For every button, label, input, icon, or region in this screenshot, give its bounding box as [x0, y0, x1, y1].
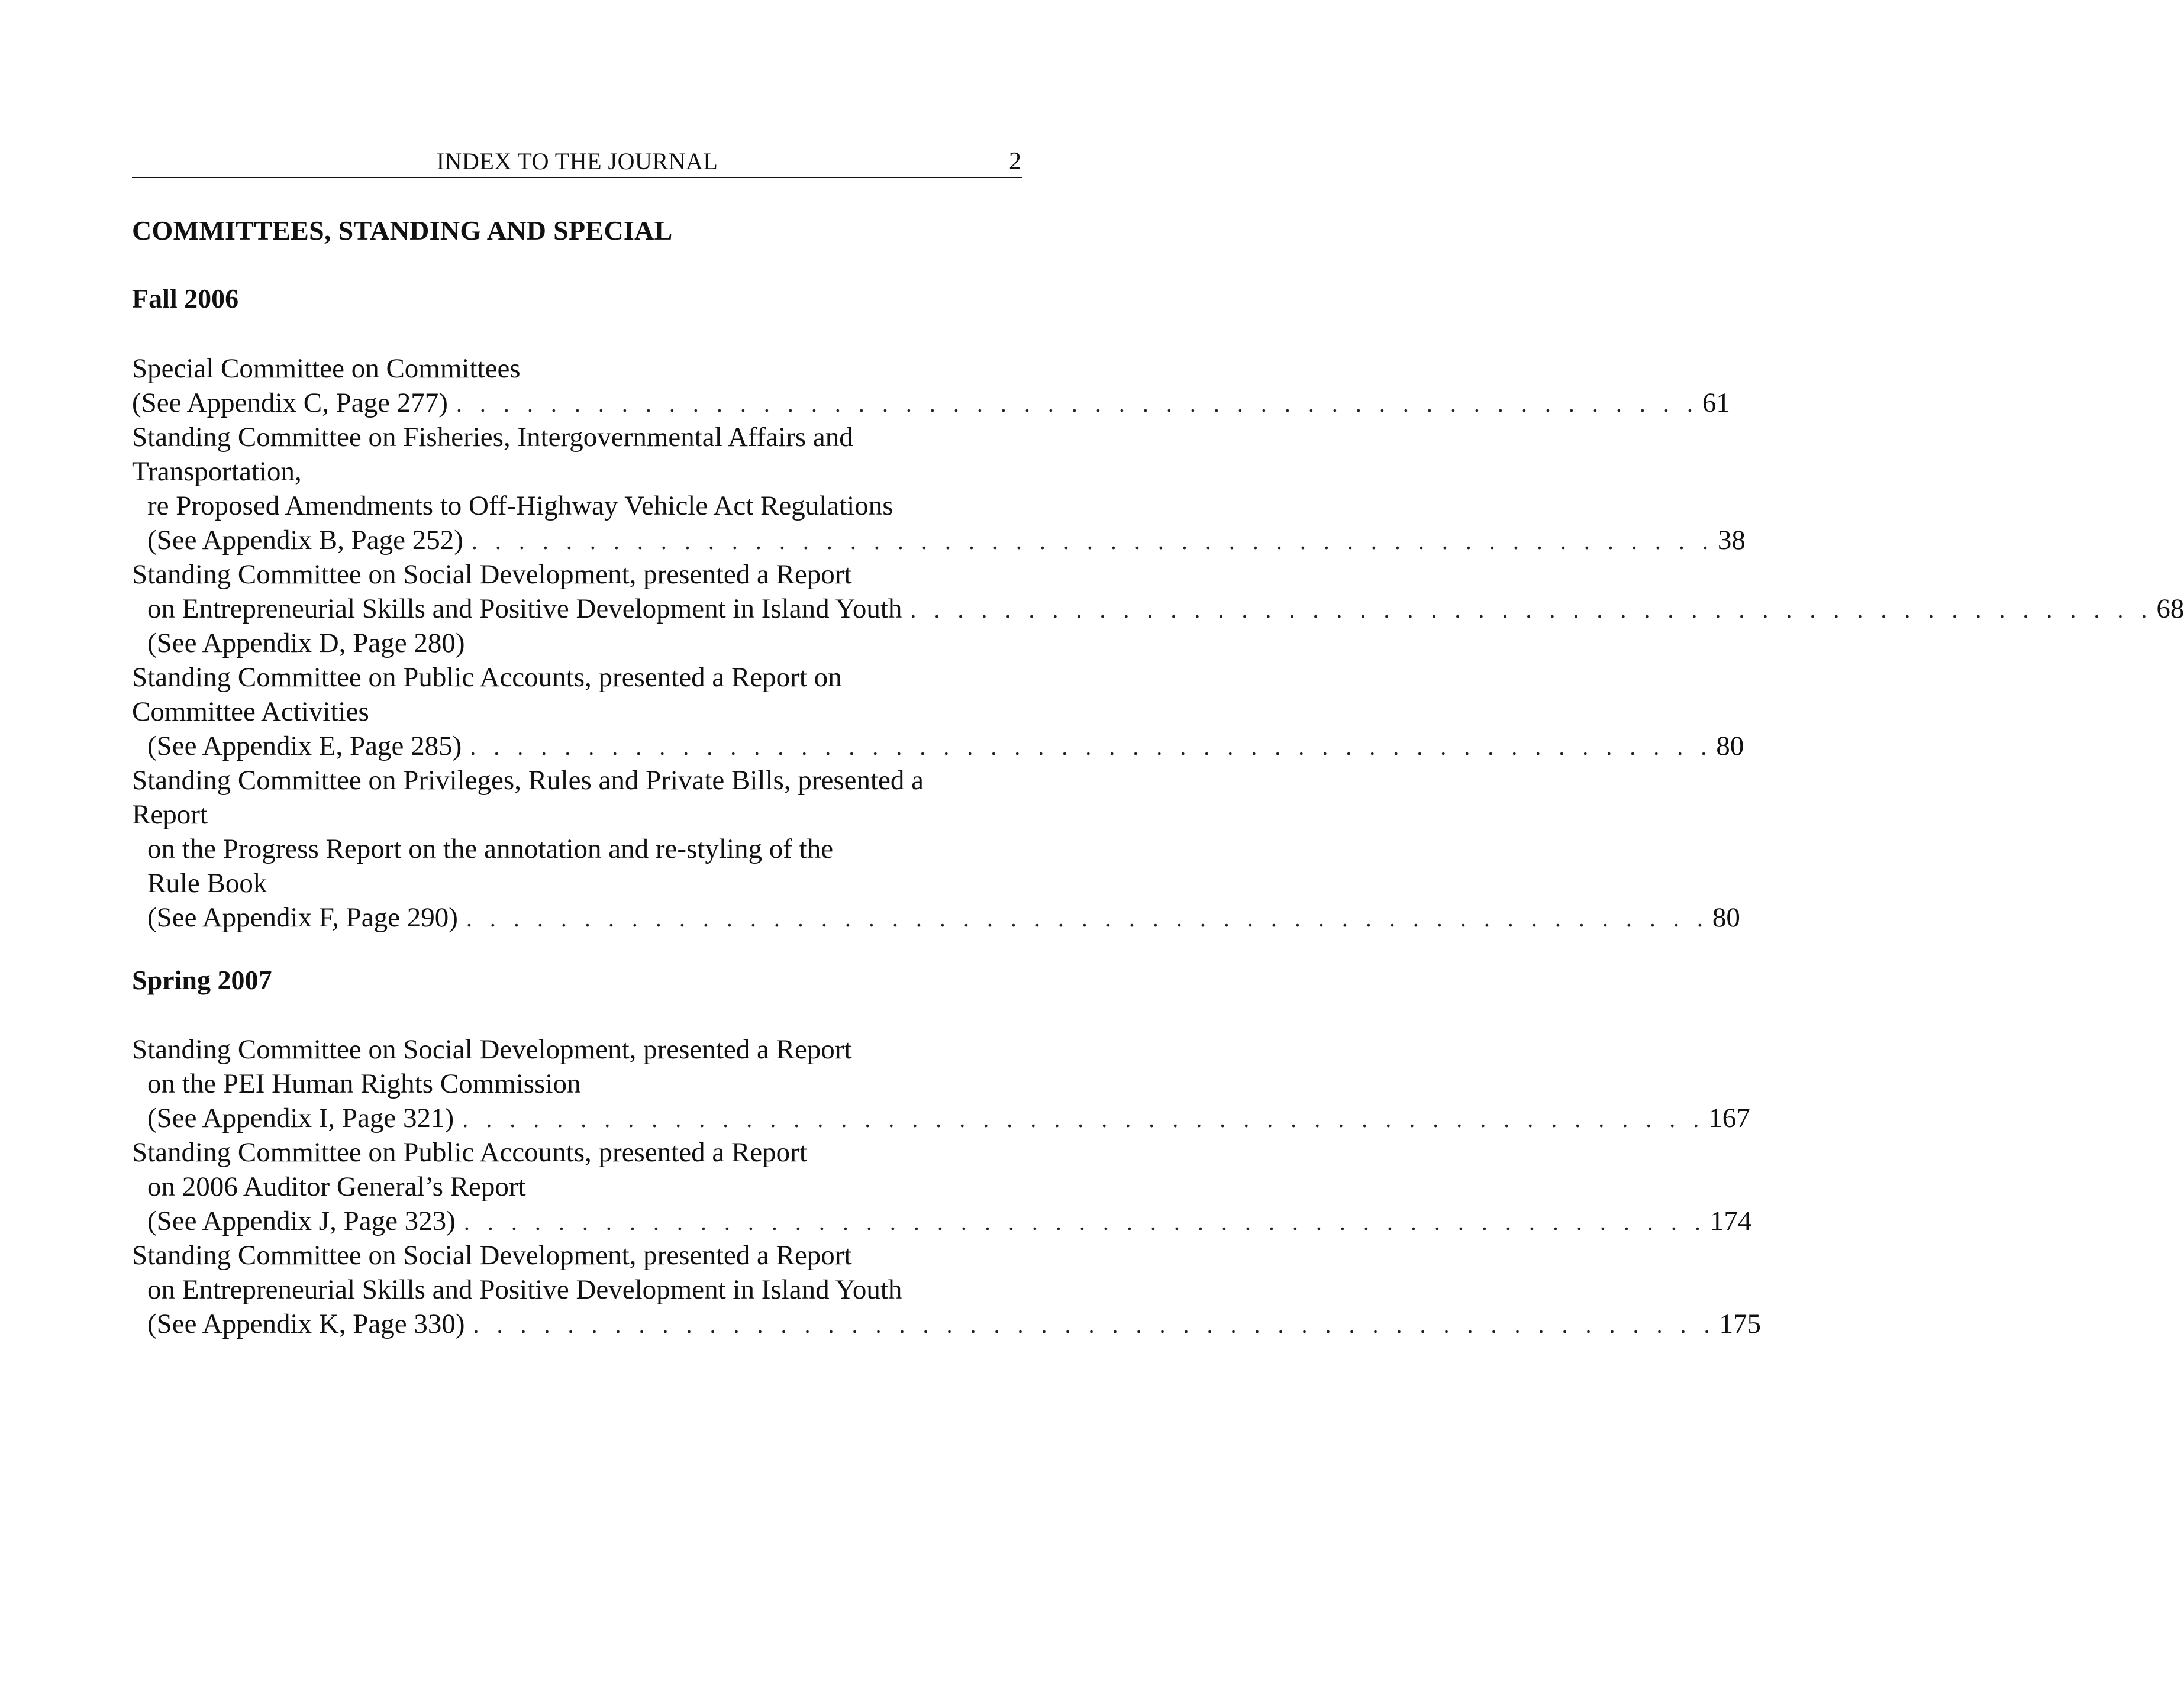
- entry-line-with-page: [132, 900, 1740, 935]
- dot-leader: . . . . . . . . . . . . . . . . . . . . . . . . . . . . . . . . . . . . . . . . . . . . . . . . . . . . .: [456, 390, 1699, 417]
- entry-page-number: 167: [1708, 1103, 1750, 1133]
- entry-line: Standing Committee on Privileges, Rules and Private Bills, presented a: [132, 765, 924, 796]
- entry-line-with-page: [132, 386, 1730, 420]
- entry-line: re Proposed Amendments to Off-Highway Vehicle Act Regulations: [147, 490, 893, 521]
- entry-line: Report: [132, 799, 208, 830]
- entry-line: Committee Activities: [132, 696, 369, 727]
- entry-page-number: 61: [1702, 387, 1730, 418]
- entries-spring-2007: [132, 1032, 1761, 1341]
- entry-text: (See Appendix J, Page 323): [147, 1206, 456, 1236]
- entry-line-with-page: [132, 729, 1744, 763]
- entries-fall-2006: [132, 351, 2184, 935]
- dot-leader: . . . . . . . . . . . . . . . . . . . . . . . . . . . . . . . . . . . . . . . . . . . . . . . . . . . . .: [466, 905, 1709, 932]
- entry-line: Special Committee on Committees: [132, 353, 521, 384]
- main-heading: COMMITTEES, STANDING AND SPECIAL: [132, 215, 673, 246]
- entry-line: Standing Committee on Social Development, presented a Report: [132, 1034, 852, 1065]
- entry-text: (See Appendix B, Page 252): [147, 525, 463, 555]
- entry-page-number: 175: [1719, 1309, 1761, 1339]
- entry-line-with-page: [132, 1101, 1750, 1135]
- entry-page-number: 68: [2156, 593, 2184, 624]
- entry-page-number: 38: [1717, 525, 1746, 555]
- entry-line: Standing Committee on Social Development, presented a Report: [132, 1240, 852, 1271]
- running-title: INDEX TO THE JOURNAL: [436, 148, 718, 175]
- entry-text: (See Appendix C, Page 277): [132, 387, 448, 418]
- dot-leader: . . . . . . . . . . . . . . . . . . . . . . . . . . . . . . . . . . . . . . . . . . . . . . . . . . . . .: [462, 1106, 1705, 1132]
- entry-line: (See Appendix D, Page 280): [147, 628, 465, 658]
- section-heading-spring-2007: Spring 2007: [132, 965, 272, 995]
- running-head: [132, 146, 1022, 178]
- entry-line-with-page: [132, 1204, 1752, 1238]
- dot-leader: . . . . . . . . . . . . . . . . . . . . . . . . . . . . . . . . . . . . . . . . . . . . . . . . . . . . .: [463, 1209, 1706, 1235]
- entry-line: on the PEI Human Rights Commission: [147, 1068, 581, 1099]
- entry-line: on Entrepreneurial Skills and Positive Development in Island Youth: [147, 1274, 902, 1305]
- entry-text: (See Appendix E, Page 285): [147, 731, 462, 761]
- dot-leader: . . . . . . . . . . . . . . . . . . . . . . . . . . . . . . . . . . . . . . . . . . . . . . . . . . . . .: [910, 596, 2153, 623]
- entry-line: on the Progress Report on the annotation and re-styling of the: [147, 834, 834, 864]
- entry-page-number: 80: [1712, 902, 1740, 933]
- entry-line: on 2006 Auditor General’s Report: [147, 1171, 526, 1202]
- entry-line: Standing Committee on Public Accounts, presented a Report: [132, 1137, 807, 1168]
- entry-line: Standing Committee on Fisheries, Intergovernmental Affairs and: [132, 422, 853, 453]
- entry-line-with-page: [132, 523, 1746, 557]
- entry-line: Standing Committee on Public Accounts, presented a Report on: [132, 662, 842, 693]
- entry-text: (See Appendix K, Page 330): [147, 1309, 465, 1339]
- entry-text: on Entrepreneurial Skills and Positive Development in Island Youth: [147, 593, 902, 624]
- entry-line: Standing Committee on Social Development, presented a Report: [132, 559, 852, 590]
- entry-line: Rule Book: [147, 868, 267, 899]
- entry-line-with-page: [132, 1307, 1761, 1341]
- entry-page-number: 174: [1709, 1206, 1752, 1236]
- dot-leader: . . . . . . . . . . . . . . . . . . . . . . . . . . . . . . . . . . . . . . . . . . . . . . . . . . . . .: [471, 528, 1714, 554]
- entry-page-number: 80: [1716, 731, 1744, 761]
- entry-text: (See Appendix I, Page 321): [147, 1103, 454, 1133]
- section-heading-fall-2006: Fall 2006: [132, 283, 239, 314]
- dot-leader: . . . . . . . . . . . . . . . . . . . . . . . . . . . . . . . . . . . . . . . . . . . . . . . . . . . . .: [473, 1312, 1716, 1338]
- entry-text: (See Appendix F, Page 290): [147, 902, 458, 933]
- page-number: 2: [1009, 148, 1021, 175]
- entry-line-with-page: [132, 592, 2184, 626]
- entry-line: Transportation,: [132, 456, 302, 487]
- dot-leader: . . . . . . . . . . . . . . . . . . . . . . . . . . . . . . . . . . . . . . . . . . . . . . . . . . . . .: [470, 734, 1713, 760]
